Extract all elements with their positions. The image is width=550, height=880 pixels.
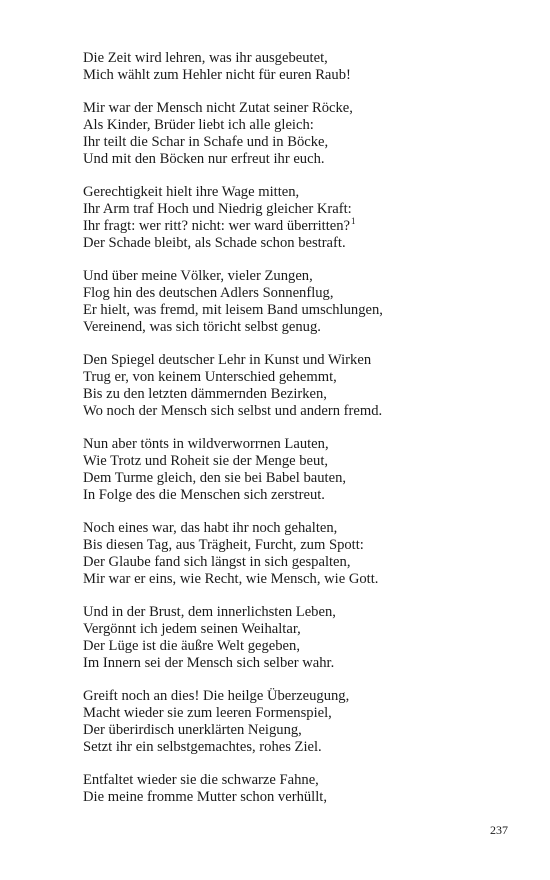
stanza xyxy=(83,184,523,251)
verse-line xyxy=(83,50,523,67)
verse-text: Gerechtigkeit hielt ihre Wage mitten, xyxy=(83,184,300,201)
verse-text: Und mit den Böcken nur erfreut ihr euch. xyxy=(83,150,325,167)
verse-line xyxy=(83,722,523,739)
verse-line xyxy=(83,201,523,218)
verse-line xyxy=(83,705,523,722)
verse-line xyxy=(83,436,523,453)
verse-line xyxy=(83,151,523,168)
page-number: 237 xyxy=(490,823,508,837)
verse-line xyxy=(83,571,523,588)
verse-line xyxy=(83,638,523,655)
verse-line xyxy=(83,537,523,554)
stanza xyxy=(83,100,523,167)
verse-text: Ihr teilt die Schar in Schafe und in Böcke, xyxy=(83,133,329,150)
stanza xyxy=(83,520,523,587)
verse-text: Greift noch an dies! Die heilge Überzeugung, xyxy=(83,688,350,705)
verse-line xyxy=(83,403,523,420)
stanza xyxy=(83,268,523,335)
verse-text: Im Innern sei der Mensch sich selber wahr. xyxy=(83,654,335,671)
verse-line xyxy=(83,285,523,302)
verse-text: Setzt ihr ein selbstgemachtes, rohes Ziel. xyxy=(83,738,322,755)
verse-text: Trug er, von keinem Unterschied gehemmt, xyxy=(83,369,337,386)
verse-line xyxy=(83,319,523,336)
stanza xyxy=(83,352,523,419)
verse-text: Er hielt, was fremd, mit leisem Band umschlungen, xyxy=(83,301,383,318)
verse-line xyxy=(83,604,523,621)
verse-text: Noch eines war, das habt ihr noch gehalten, xyxy=(83,520,338,537)
verse-text: Bis diesen Tag, aus Trägheit, Furcht, zum Spott: xyxy=(83,537,364,554)
verse-text: Die meine fromme Mutter schon verhüllt, xyxy=(83,789,327,806)
poem-text xyxy=(83,50,523,823)
verse-text: Vergönnt ich jedem seinen Weihaltar, xyxy=(83,621,301,638)
verse-line xyxy=(83,117,523,134)
verse-text: Mir war der Mensch nicht Zutat seiner Röcke, xyxy=(83,100,353,117)
verse-line xyxy=(83,215,523,235)
verse-line xyxy=(83,772,523,789)
verse-line xyxy=(83,235,523,252)
verse-line xyxy=(83,470,523,487)
verse-text: Mir war er eins, wie Recht, wie Mensch, wie Gott. xyxy=(83,570,379,587)
stanza xyxy=(83,436,523,503)
stanza xyxy=(83,688,523,755)
verse-line xyxy=(83,621,523,638)
verse-line xyxy=(83,789,523,806)
verse-text: Ihr fragt: wer ritt? nicht: wer ward überritten? xyxy=(83,217,351,234)
verse-text: Nun aber tönts in wildverworrnen Lauten, xyxy=(83,436,329,453)
verse-text: Der überirdisch unerklärten Neigung, xyxy=(83,721,302,738)
verse-line xyxy=(83,134,523,151)
verse-line xyxy=(83,268,523,285)
verse-text: Wie Trotz und Roheit sie der Menge beut, xyxy=(83,453,329,470)
verse-line xyxy=(83,352,523,369)
verse-text: Dem Turme gleich, den sie bei Babel bauten, xyxy=(83,469,347,486)
stanza xyxy=(83,604,523,671)
verse-line xyxy=(83,100,523,117)
footnote-marker: 1 xyxy=(351,215,356,226)
verse-line xyxy=(83,67,523,84)
stanza xyxy=(83,772,523,806)
verse-line xyxy=(83,554,523,571)
verse-line xyxy=(83,655,523,672)
verse-text: Der Glaube fand sich längst in sich gespalten, xyxy=(83,553,351,570)
verse-text: Die Zeit wird lehren, was ihr ausgebeutet, xyxy=(83,50,328,66)
stanza xyxy=(83,50,523,84)
verse-text: Den Spiegel deutscher Lehr in Kunst und Wirken xyxy=(83,352,372,369)
verse-line xyxy=(83,184,523,201)
verse-text: Der Schade bleibt, als Schade schon bestraft. xyxy=(83,234,346,251)
verse-line xyxy=(83,369,523,386)
verse-text: Und über meine Völker, vieler Zungen, xyxy=(83,268,313,285)
verse-text: Als Kinder, Brüder liebt ich alle gleich: xyxy=(83,117,314,134)
verse-text: In Folge des die Menschen sich zerstreut. xyxy=(83,486,325,503)
verse-text: Vereinend, was sich töricht selbst genug. xyxy=(83,318,321,335)
verse-text: Der Lüge ist die äußre Welt gegeben, xyxy=(83,637,300,654)
verse-text: Bis zu den letzten dämmernden Bezirken, xyxy=(83,385,327,402)
verse-text: Und in der Brust, dem innerlichsten Leben, xyxy=(83,604,336,621)
verse-text: Ihr Arm traf Hoch und Niedrig gleicher Kraft: xyxy=(83,201,352,218)
verse-text: Flog hin des deutschen Adlers Sonnenflug, xyxy=(83,285,334,302)
verse-line xyxy=(83,688,523,705)
verse-line xyxy=(83,739,523,756)
verse-line xyxy=(83,487,523,504)
verse-line xyxy=(83,453,523,470)
verse-line xyxy=(83,520,523,537)
verse-line xyxy=(83,386,523,403)
verse-text: Wo noch der Mensch sich selbst und andern fremd. xyxy=(83,402,383,419)
verse-text: Entfaltet wieder sie die schwarze Fahne, xyxy=(83,772,319,789)
verse-text: Mich wählt zum Hehler nicht für euren Raub! xyxy=(83,66,351,83)
verse-line xyxy=(83,302,523,319)
verse-text: Macht wieder sie zum leeren Formenspiel, xyxy=(83,705,332,722)
